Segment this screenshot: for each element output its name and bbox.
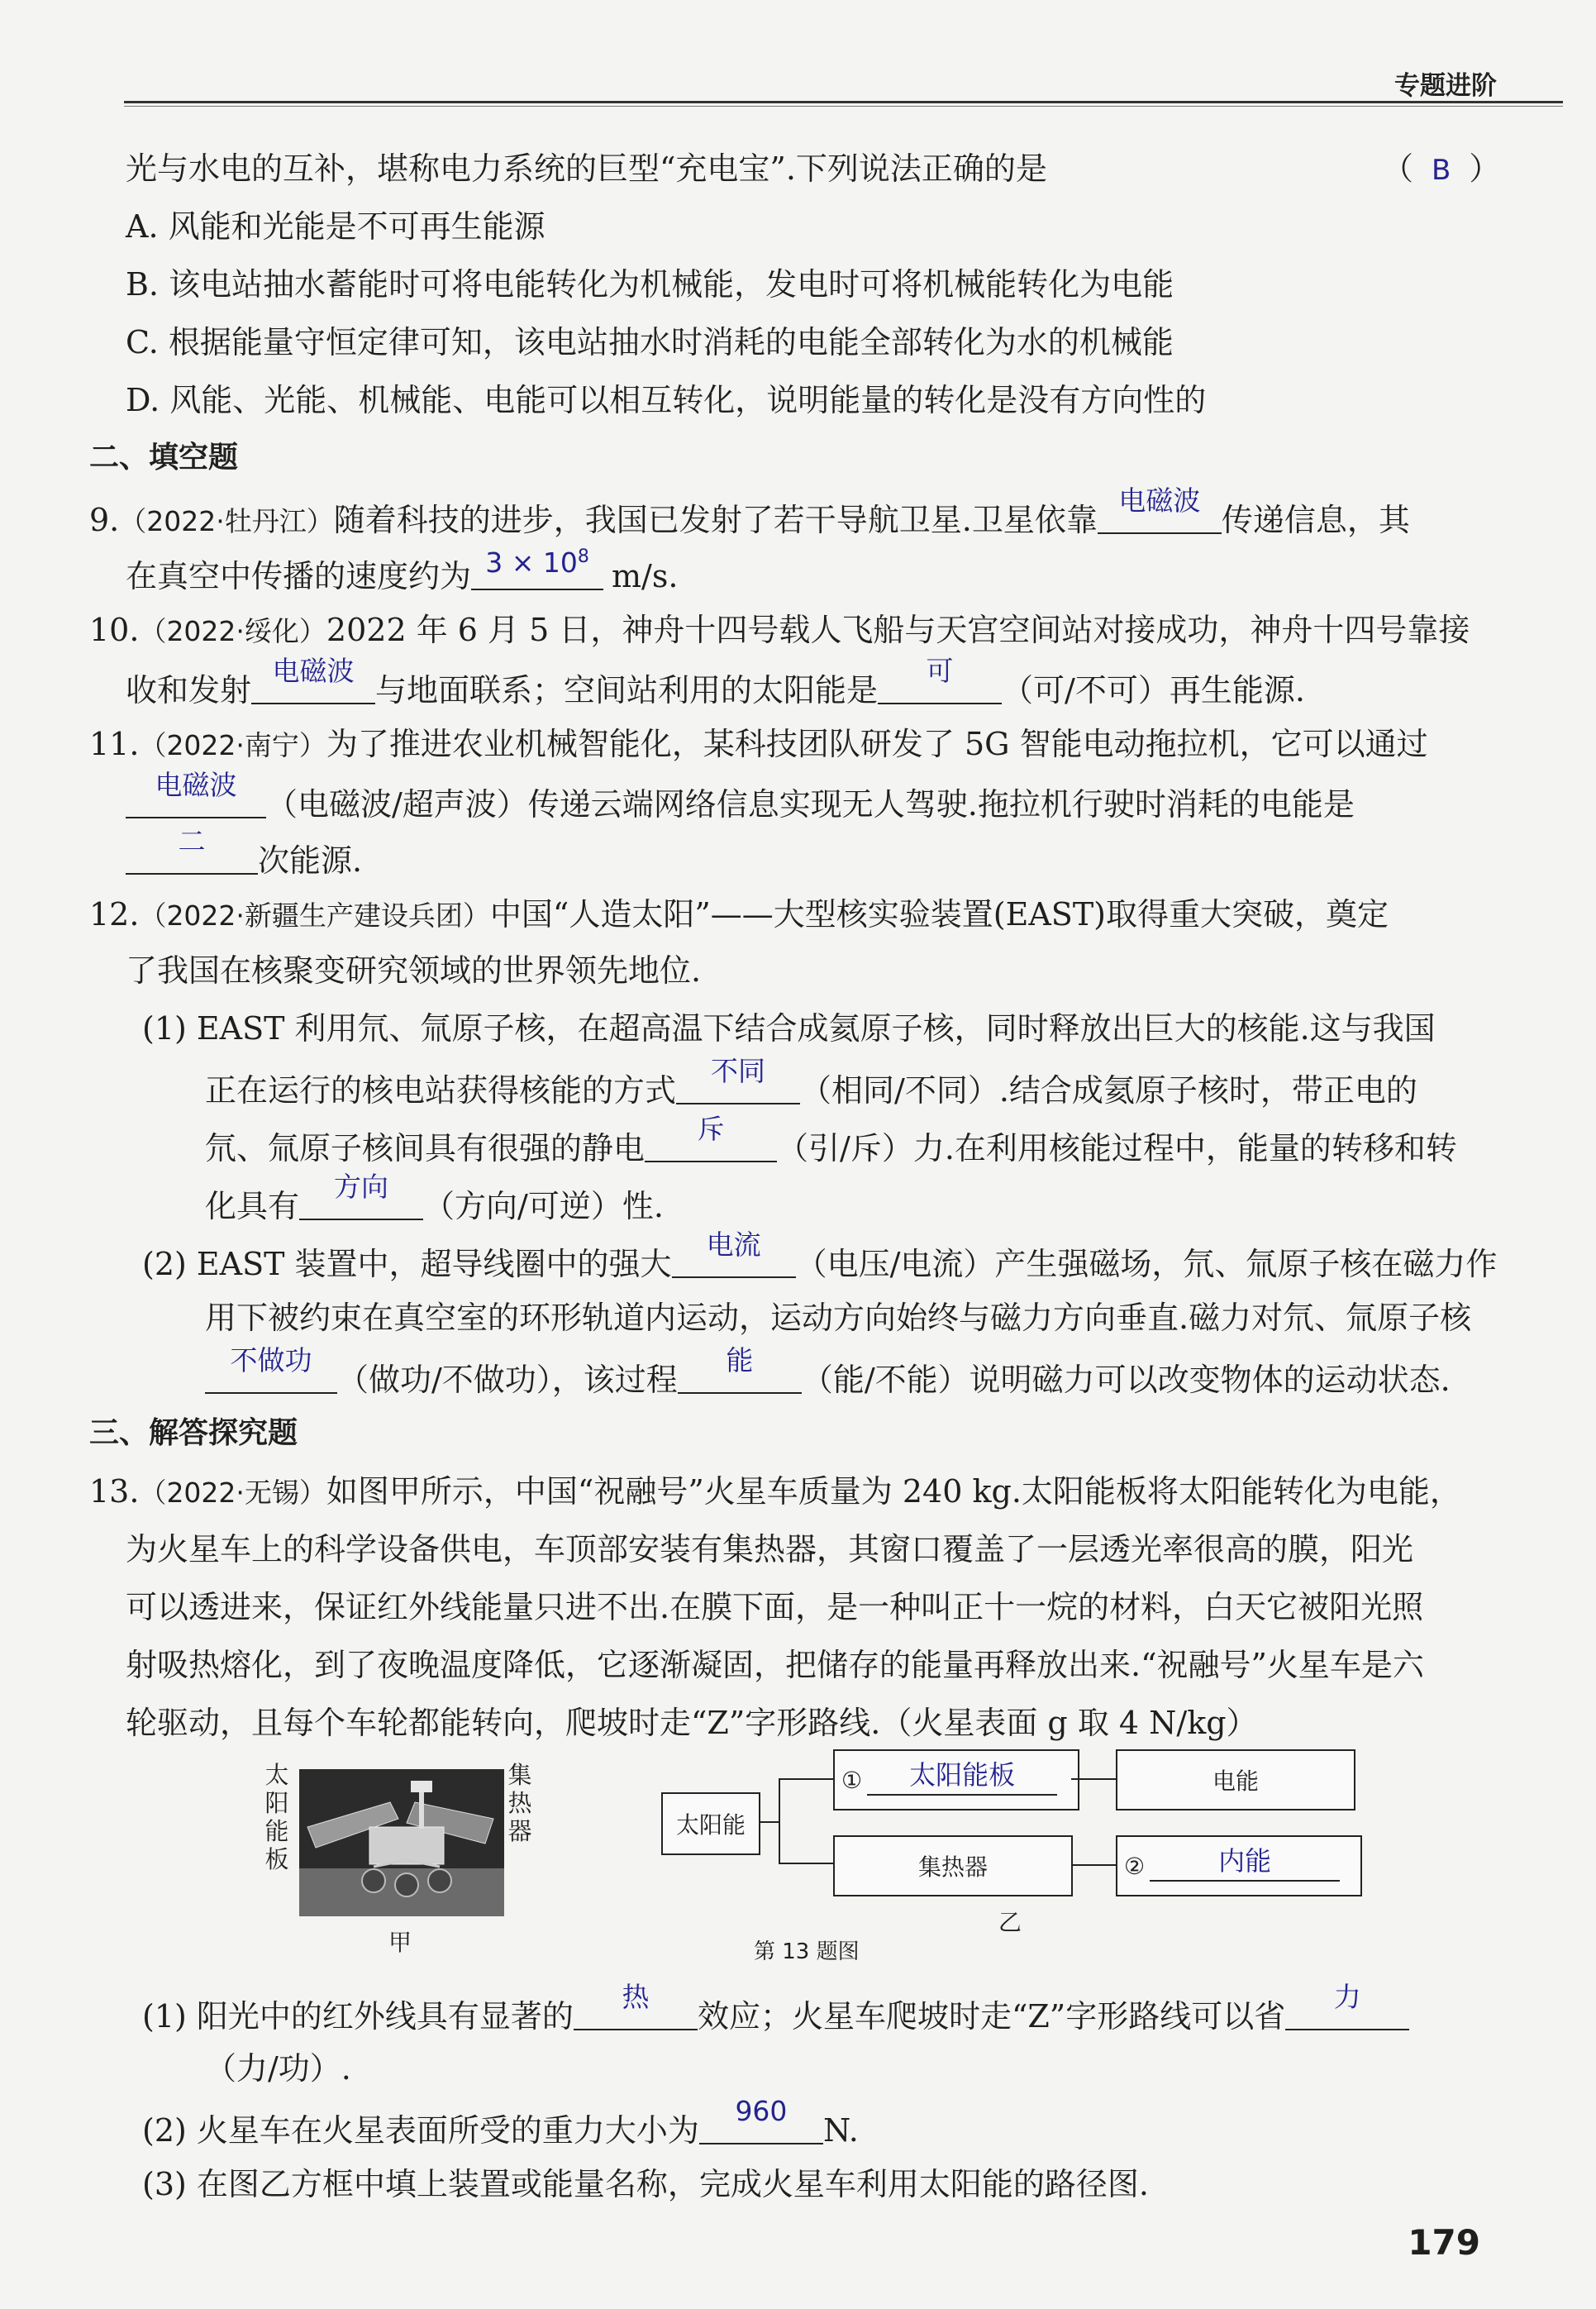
q11-number: 11. (89, 726, 140, 762)
q8-answer-bracket (1382, 149, 1500, 190)
box-1-mark: ① (841, 1766, 863, 1794)
q13-part1-line-1 (142, 1981, 1409, 2036)
q12-answer-2: 斥 (697, 1113, 725, 1145)
q10-number: 10. (89, 612, 140, 648)
connector (1071, 1778, 1116, 1780)
q13-line-2: 为火星车上的科学设备供电，车顶部安装有集热器，其窗口覆盖了一层透光率很高的膜，阳光 (126, 1531, 1414, 1567)
q12-blank-3 (299, 1171, 423, 1220)
q12-number: 12. (89, 896, 140, 933)
q12-text: 氘、氚原子核间具有很强的静电 (205, 1130, 646, 1166)
q9-text: m/s. (612, 558, 679, 594)
bracket-open: （ (1382, 150, 1414, 187)
q13-line-5: 轮驱动，且每个车轮都能转向，爬坡时走“Z”字形路线.（火星表面 g 取 4 N/kg） (126, 1705, 1258, 1741)
label-solar-panel: 太阳能板 (264, 1761, 289, 1873)
q12-text: （方向/可逆）性. (423, 1188, 664, 1224)
caption-jia: 甲 (388, 1929, 412, 1956)
q11-text: 次能源. (258, 842, 363, 879)
q13-answer-2: 力 (1333, 1981, 1361, 2013)
figure-caption: 第 13 题图 (754, 1939, 860, 1964)
q10-text: （可/不可）再生能源. (1002, 672, 1305, 708)
label-heat-collector: 集热器 (507, 1761, 532, 1845)
q13-number: 13. (89, 1473, 140, 1510)
q9-text: 随着科技的进步，我国已发射了若干导航卫星.卫星依靠 (333, 502, 1098, 538)
q13-line-3: 可以透进来，保证红外线能量只进不出.在膜下面，是一种叫正十一烷的材料，白天它被阳光照 (126, 1589, 1424, 1625)
q12-text: 正在运行的核电站获得核能的方式 (205, 1072, 677, 1109)
q12-answer-3: 方向 (334, 1171, 389, 1203)
q9-answer-2-base: 3 × 10 (485, 546, 578, 579)
q13-line-4: 射吸热熔化，到了夜晚温度降低，它逐渐凝固，把储存的能量再释放出来.“祝融号”火星车是六 (126, 1647, 1424, 1683)
box-solar-energy-label: 太阳能 (675, 1811, 746, 1839)
box-electric-energy-label: 电能 (1212, 1768, 1259, 1795)
q12-blank-2 (645, 1113, 777, 1162)
caption-yi: 乙 (998, 1909, 1022, 1936)
q13-blank-3 (699, 2095, 823, 2144)
q12-text: （引/斥）力.在利用核能过程中，能量的转移和转 (777, 1130, 1457, 1166)
q12-text: 中国“人造太阳”——大型核实验装置(EAST)取得重大突破，奠定 (489, 896, 1389, 933)
q9-answer-2-exponent: 8 (577, 546, 589, 567)
q12-part1-line-1 (142, 1009, 1436, 1048)
q12-part2-line-3 (205, 1344, 1451, 1400)
q13-blank-2 (1285, 1981, 1409, 2030)
q10-text: 2022 年 6 月 5 日，神舟十四号载人飞船与天宫空间站对接成功，神舟十四号靠接 (326, 612, 1470, 648)
q8-option-a: A. 风能和光能是不可再生能源 (126, 208, 545, 245)
q12-part2-number: (2) (142, 1246, 187, 1282)
header-title: 专题进阶 (1394, 71, 1497, 101)
q13-answer-3: 960 (735, 2095, 788, 2127)
q13-text: 效应；火星车爬坡时走“Z”字形路线可以省 (697, 1998, 1286, 2035)
box-2-mark: ② (1124, 1852, 1146, 1880)
q12-answer-4: 电流 (706, 1228, 761, 1261)
connector (779, 1863, 833, 1864)
section-answer-title: 三、解答探究题 (89, 1416, 298, 1450)
q8-stem-tail (126, 149, 1047, 188)
q8-option-c: C. 根据能量守恒定律可知，该电站抽水时消耗的电能全部转化为水的机械能 (126, 324, 1174, 360)
q9-blank-1 (1098, 484, 1222, 534)
mars-rover-photo (299, 1769, 504, 1916)
q13-text: 如图甲所示，中国“祝融号”火星车质量为 240 kg.太阳能板将太阳能转化为电能， (326, 1473, 1461, 1510)
q12-part1-line-2 (205, 1055, 1417, 1110)
q12-source: （2022·新疆生产建设兵团） (139, 899, 490, 932)
q11-blank-1 (126, 769, 266, 818)
q12-blank-5 (205, 1344, 337, 1394)
bracket-close: ） (1469, 150, 1501, 187)
q8-answer: B (1432, 154, 1451, 187)
q12-blank-6 (678, 1344, 802, 1394)
q13-part2-number: (2) (142, 2112, 187, 2149)
box-1-blank (867, 1759, 1057, 1796)
q8-tail-text: 光与水电的互补，堪称电力系统的巨型“充电宝”.下列说法正确的是 (126, 150, 1047, 187)
q8-option-b: B. 该电站抽水蓄能时可将电能转化为机械能，发电时可将机械能转化为电能 (126, 266, 1174, 303)
q12-part1-number: (1) (142, 1010, 187, 1047)
q12-part2-line-1 (142, 1228, 1498, 1284)
q12-part1-line-3 (205, 1113, 1457, 1168)
q11-blank-2 (126, 825, 258, 875)
q9-blank-2 (471, 546, 603, 590)
q12-text: （做功/不做功），该过程 (337, 1362, 678, 1398)
q8-option-d: D. 风能、光能、机械能、电能可以相互转化，说明能量的转化是没有方向性的 (126, 382, 1207, 418)
q12-text: （电压/电流）产生强磁场，氘、氚原子核在磁力作 (795, 1246, 1498, 1282)
q13-part1-line-2: （力/功）. (205, 2050, 351, 2087)
q9-source: （2022·牡丹江） (119, 505, 334, 537)
q9-text: 在真空中传播的速度约为 (126, 558, 472, 594)
q10-line-2 (126, 655, 1305, 710)
q10-blank-1 (251, 655, 375, 704)
q13-part3-number: (3) (142, 2166, 187, 2202)
q12-text: EAST 利用氘、氚原子核，在超高温下结合成氦原子核，同时释放出巨大的核能.这与我国 (196, 1010, 1436, 1047)
q10-blank-2 (878, 655, 1002, 704)
q11-text: 为了推进农业机械智能化，某科技团队研发了 5G 智能电动拖拉机，它可以通过 (326, 726, 1428, 762)
q9-number: 9. (89, 502, 120, 538)
q12-part2-line-2: 用下被约束在真空室的环形轨道内运动，运动方向始终与磁力方向垂直.磁力对氘、氚原子核 (205, 1300, 1472, 1336)
box-2-answer: 内能 (1218, 1845, 1272, 1877)
q11-line-1 (89, 724, 1428, 766)
q13-blank-1 (574, 1981, 698, 2030)
q11-answer-1: 电磁波 (155, 769, 237, 801)
box-energy-2 (1116, 1835, 1362, 1896)
mars-rover-illustration (299, 1769, 504, 1916)
q12-text: EAST 装置中，超导线圈中的强大 (196, 1246, 672, 1282)
q12-answer-6: 能 (726, 1344, 754, 1376)
q13-part2-line (142, 2095, 859, 2150)
q11-source: （2022·南宁） (139, 729, 326, 761)
connector (1071, 1864, 1116, 1866)
q12-text: （相同/不同）.结合成氦原子核时，带正电的 (800, 1072, 1417, 1109)
q13-part3-line (142, 2164, 1149, 2204)
q13-line-1 (89, 1472, 1461, 1513)
q13-text: 火星车在火星表面所受的重力大小为 (196, 2112, 699, 2149)
q12-blank-4 (672, 1228, 796, 1278)
q12-line-1 (89, 894, 1389, 936)
connector (759, 1821, 779, 1823)
q12-text: （能/不能）说明磁力可以改变物体的运动状态. (801, 1362, 1451, 1398)
q11-answer-2: 二 (178, 825, 206, 857)
header-rule-thin (124, 106, 1563, 107)
q10-answer-2: 可 (926, 655, 954, 687)
box-1-answer: 太阳能板 (909, 1759, 1016, 1791)
q13-part1-number: (1) (142, 1998, 187, 2035)
q12-answer-1: 不同 (711, 1055, 766, 1087)
q10-text: 收和发射 (126, 672, 252, 708)
q10-answer-1: 电磁波 (272, 655, 355, 687)
page-number: 179 (1408, 2222, 1480, 2263)
q10-line-1 (89, 610, 1470, 651)
q12-blank-1 (676, 1055, 800, 1104)
q10-source: （2022·绥化） (139, 615, 326, 647)
q11-text: （电磁波/超声波）传递云端网络信息实现无人驾驶.拖拉机行驶时消耗的电能是 (266, 786, 1355, 823)
q13-text: 在图乙方框中填上装置或能量名称，完成火星车利用太阳能的路径图. (196, 2166, 1150, 2202)
box-electric-energy (1116, 1749, 1355, 1810)
q10-text: 与地面联系；空间站利用的太阳能是 (375, 672, 879, 708)
q11-line-3 (126, 825, 363, 880)
q13-answer-1: 热 (622, 1981, 650, 2013)
section-fill-title: 二、填空题 (89, 441, 239, 475)
box-heat-collector-label: 集热器 (917, 1853, 988, 1881)
q13-text: 阳光中的红外线具有显著的 (196, 1998, 574, 2035)
header-rule (124, 101, 1563, 103)
q9-answer-2 (471, 537, 603, 583)
q9-line-1 (89, 484, 1410, 541)
connector (779, 1778, 833, 1780)
q12-line-2: 了我国在核聚变研究领域的世界领先地位. (126, 952, 702, 989)
connector (779, 1778, 780, 1864)
box-2-blank (1150, 1845, 1340, 1882)
box-solar-energy (661, 1792, 760, 1855)
box-device-1 (833, 1749, 1079, 1810)
box-heat-collector (833, 1835, 1073, 1896)
q12-part1-line-4 (205, 1171, 664, 1226)
q9-line-2 (126, 546, 679, 596)
q9-answer-1: 电磁波 (1118, 484, 1201, 517)
q12-answer-5: 不做功 (230, 1344, 312, 1376)
q13-text: N. (822, 2112, 859, 2149)
q12-text: 化具有 (205, 1188, 300, 1224)
q11-line-2 (126, 769, 1355, 824)
q9-text: 传递信息，其 (1221, 502, 1410, 538)
q13-source: （2022·无锡） (139, 1477, 326, 1509)
